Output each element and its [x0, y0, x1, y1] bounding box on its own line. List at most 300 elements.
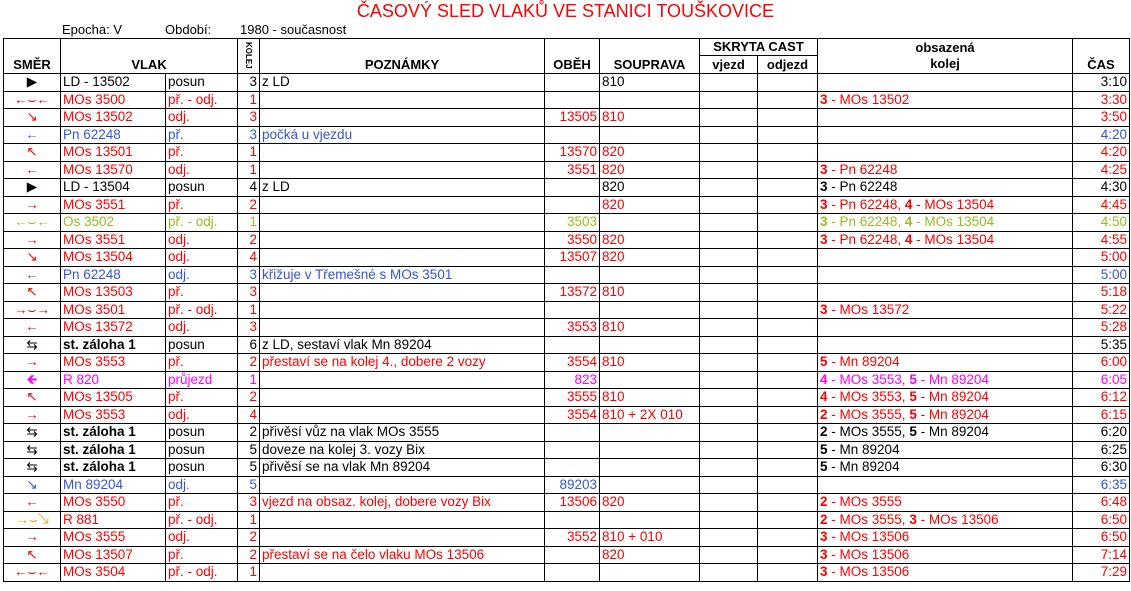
cell-kolej: 5: [238, 476, 260, 494]
cell-cas: 6:25: [1073, 441, 1130, 459]
cell-vjezd: [700, 161, 758, 179]
cell-poznamky: [260, 529, 545, 547]
occupied-track-number: 3: [820, 546, 828, 562]
cell-poznamky: [260, 144, 545, 162]
cell-vlak: Pn 62248: [61, 126, 166, 144]
cell-kolej: 2: [238, 546, 260, 564]
occupied-track-number: 2: [820, 511, 828, 527]
cell-typ: odj.: [166, 109, 238, 127]
cell-vlak: MOs 3553: [61, 354, 166, 372]
direction-icon: ⇆: [4, 424, 61, 442]
cell-vlak: MOs 3501: [61, 301, 166, 319]
direction-icon: ↘: [4, 109, 61, 127]
occupied-track-number: 5: [820, 441, 828, 457]
cell-kolej: 3: [238, 284, 260, 302]
direction-icon: →: [4, 231, 61, 249]
table-row: [4, 249, 1130, 267]
occupied-track-train: - Mn 89204: [916, 389, 989, 405]
cell-obeh: 89203: [545, 476, 600, 494]
cell-vjezd: [700, 319, 758, 337]
cell-odjezd: [758, 494, 818, 512]
cell-obeh: 3550: [545, 231, 600, 249]
table-row: [4, 91, 1130, 109]
occupied-track-number: 5: [909, 424, 917, 440]
cell-souprava: 810: [600, 74, 700, 92]
cell-obeh: [545, 74, 600, 92]
cell-typ: odj.: [166, 529, 238, 547]
cell-cas: 4:20: [1073, 144, 1130, 162]
cell-poznamky: přestaví se na čelo vlaku MOs 13506: [260, 546, 545, 564]
cell-typ: př. - odj.: [166, 511, 238, 529]
table-row: [4, 144, 1130, 162]
table-row: [4, 494, 1130, 512]
cell-obsazena: [818, 529, 1073, 547]
occupied-track-number: 2: [820, 406, 828, 422]
cell-vjezd: [700, 564, 758, 582]
cell-cas: 7:29: [1073, 564, 1130, 582]
col-obsazena-line2: kolej: [930, 56, 960, 71]
table-row: [4, 319, 1130, 337]
cell-poznamky: [260, 564, 545, 582]
cell-typ: př.: [166, 126, 238, 144]
table-row: [4, 231, 1130, 249]
cell-vlak: MOs 13503: [61, 284, 166, 302]
cell-vlak: MOs 3553: [61, 406, 166, 424]
direction-icon: →: [4, 354, 61, 372]
cell-typ: odj.: [166, 319, 238, 337]
direction-icon: ←: [4, 319, 61, 337]
cell-vlak: MOs 3500: [61, 91, 166, 109]
cell-vjezd: [700, 459, 758, 477]
cell-kolej: 6: [238, 336, 260, 354]
cell-poznamky: [260, 511, 545, 529]
cell-souprava: 820: [600, 546, 700, 564]
cell-cas: 6:12: [1073, 389, 1130, 407]
cell-poznamky: [260, 476, 545, 494]
cell-odjezd: [758, 249, 818, 267]
cell-obsazena: [818, 441, 1073, 459]
obdobi-value: 1980 - současnost: [240, 22, 347, 37]
cell-vlak: st. záloha 1: [61, 336, 166, 354]
cell-cas: 4:30: [1073, 179, 1130, 197]
cell-souprava: 810: [600, 354, 700, 372]
cell-typ: př.: [166, 389, 238, 407]
cell-souprava: [600, 459, 700, 477]
cell-poznamky: [260, 196, 545, 214]
cell-vlak: MOs 3555: [61, 529, 166, 547]
cell-poznamky: přivěsí se na vlak Mn 89204: [260, 459, 545, 477]
cell-typ: posun: [166, 424, 238, 442]
cell-vlak: st. záloha 1: [61, 459, 166, 477]
cell-vjezd: [700, 389, 758, 407]
cell-kolej: 5: [238, 459, 260, 477]
direction-icon: ▶: [4, 179, 61, 197]
cell-kolej: 3: [238, 74, 260, 92]
cell-typ: odj.: [166, 476, 238, 494]
occupied-track-train: - MOs 3555,: [827, 424, 910, 440]
occupied-track-number: 3: [820, 231, 828, 247]
occupied-track-number: 2: [820, 424, 828, 440]
cell-souprava: 810 + 2X 010: [600, 406, 700, 424]
cell-souprava: [600, 126, 700, 144]
cell-obeh: [545, 179, 600, 197]
cell-obsazena: [818, 319, 1073, 337]
direction-icon: ←: [4, 266, 61, 284]
cell-odjezd: [758, 459, 818, 477]
table-row: [4, 301, 1130, 319]
cell-kolej: 4: [238, 179, 260, 197]
cell-kolej: 1: [238, 511, 260, 529]
cell-odjezd: [758, 144, 818, 162]
col-obeh: OBĚH: [545, 39, 600, 74]
cell-obsazena: [818, 249, 1073, 267]
occupied-track-train: - Pn 62248: [827, 179, 898, 195]
cell-souprava: 820: [600, 196, 700, 214]
cell-cas: 6:35: [1073, 476, 1130, 494]
table-row: [4, 389, 1130, 407]
cell-cas: 7:14: [1073, 546, 1130, 564]
cell-cas: 4:20: [1073, 126, 1130, 144]
cell-obsazena: [818, 301, 1073, 319]
cell-obsazena: [818, 546, 1073, 564]
occupied-track-train: - MOs 13506: [827, 546, 910, 562]
occupied-track-train: - MOs 3553,: [827, 389, 910, 405]
cell-souprava: [600, 424, 700, 442]
cell-kolej: 2: [238, 231, 260, 249]
col-kolej-label: KOLEJ: [244, 42, 254, 69]
cell-kolej: 2: [238, 389, 260, 407]
table-row: [4, 441, 1130, 459]
cell-odjezd: [758, 301, 818, 319]
cell-vlak: MOs 3550: [61, 494, 166, 512]
cell-obeh: 13570: [545, 144, 600, 162]
cell-cas: 5:35: [1073, 336, 1130, 354]
cell-vjezd: [700, 179, 758, 197]
cell-vjezd: [700, 494, 758, 512]
cell-obeh: 13572: [545, 284, 600, 302]
page-title: ČASOVÝ SLED VLAKŮ VE STANICI TOUŠKOVICE: [356, 1, 775, 21]
cell-kolej: 1: [238, 301, 260, 319]
cell-obeh: [545, 196, 600, 214]
cell-odjezd: [758, 74, 818, 92]
cell-vlak: MOs 13570: [61, 161, 166, 179]
cell-vjezd: [700, 406, 758, 424]
direction-icon: →: [4, 406, 61, 424]
cell-odjezd: [758, 319, 818, 337]
occupied-track-train: - Pn 62248,: [827, 231, 905, 247]
cell-souprava: 810: [600, 284, 700, 302]
cell-odjezd: [758, 109, 818, 127]
cell-odjezd: [758, 476, 818, 494]
epocha-label: Epocha: V: [62, 22, 122, 37]
occupied-track-number: 3: [820, 214, 828, 230]
cell-obeh: [545, 441, 600, 459]
cell-poznamky: [260, 214, 545, 232]
occupied-track-number: 4: [904, 214, 913, 230]
occupied-track-train: - Mn 89204: [916, 406, 989, 422]
cell-poznamky: [260, 406, 545, 424]
cell-obsazena: [818, 459, 1073, 477]
occupied-track-number: 5: [909, 389, 917, 405]
direction-icon: →⌣→: [4, 301, 61, 319]
cell-obsazena: [818, 511, 1073, 529]
cell-cas: 3:50: [1073, 109, 1130, 127]
cell-cas: 6:00: [1073, 354, 1130, 372]
cell-kolej: 1: [238, 564, 260, 582]
cell-vlak: MOs 13572: [61, 319, 166, 337]
cell-odjezd: [758, 406, 818, 424]
cell-obeh: 3554: [545, 354, 600, 372]
cell-kolej: 1: [238, 371, 260, 389]
cell-typ: odj.: [166, 266, 238, 284]
col-skryta: SKRYTA CAST: [700, 39, 818, 56]
cell-vjezd: [700, 336, 758, 354]
occupied-track-number: 3: [820, 161, 828, 177]
cell-obsazena: [818, 406, 1073, 424]
occupied-track-train: - Mn 89204: [827, 441, 900, 457]
occupied-track-train: - MOs 3555,: [827, 406, 910, 422]
occupied-track-train: - Mn 89204: [916, 424, 989, 440]
cell-souprava: [600, 511, 700, 529]
cell-typ: př.: [166, 196, 238, 214]
cell-poznamky: doveze na kolej 3. vozy Bix: [260, 441, 545, 459]
cell-typ: př. - odj.: [166, 214, 238, 232]
cell-poznamky: [260, 371, 545, 389]
occupied-track-train: - Pn 62248,: [827, 196, 905, 212]
cell-obsazena: [818, 564, 1073, 582]
cell-souprava: [600, 266, 700, 284]
table-row: [4, 126, 1130, 144]
cell-vjezd: [700, 441, 758, 459]
cell-obeh: [545, 546, 600, 564]
occupied-track-number: 3: [820, 564, 828, 580]
direction-icon: ▶: [4, 74, 61, 92]
cell-odjezd: [758, 511, 818, 529]
cell-kolej: 3: [238, 266, 260, 284]
cell-obeh: [545, 336, 600, 354]
cell-obeh: 823: [545, 371, 600, 389]
table-row: [4, 406, 1130, 424]
table-row: [4, 266, 1130, 284]
cell-typ: posun: [166, 336, 238, 354]
direction-icon: ↘: [4, 249, 61, 267]
col-vjezd: vjezd: [700, 56, 758, 74]
cell-obeh: 3555: [545, 389, 600, 407]
cell-vjezd: [700, 476, 758, 494]
cell-kolej: 2: [238, 529, 260, 547]
cell-odjezd: [758, 214, 818, 232]
cell-poznamky: [260, 91, 545, 109]
cell-poznamky: [260, 161, 545, 179]
cell-poznamky: [260, 284, 545, 302]
cell-kolej: 1: [238, 161, 260, 179]
cell-cas: 5:00: [1073, 266, 1130, 284]
occupied-track-train: - MOs 13504: [912, 214, 995, 230]
table-row: [4, 546, 1130, 564]
cell-typ: odj.: [166, 231, 238, 249]
cell-obsazena: [818, 109, 1073, 127]
cell-obsazena: [818, 389, 1073, 407]
cell-poznamky: [260, 389, 545, 407]
cell-vjezd: [700, 424, 758, 442]
cell-obsazena: [818, 91, 1073, 109]
cell-obsazena: [818, 74, 1073, 92]
cell-cas: 6:50: [1073, 529, 1130, 547]
cell-vlak: MOs 3551: [61, 231, 166, 249]
direction-icon: ⇆: [4, 336, 61, 354]
occupied-track-train: - Mn 89204: [827, 459, 900, 475]
cell-odjezd: [758, 196, 818, 214]
direction-icon: ←: [4, 494, 61, 512]
cell-souprava: 820: [600, 179, 700, 197]
cell-typ: odj.: [166, 249, 238, 267]
cell-typ: př. - odj.: [166, 301, 238, 319]
cell-vlak: st. záloha 1: [61, 424, 166, 442]
cell-obsazena: [818, 494, 1073, 512]
direction-icon: →⌣↘: [4, 511, 61, 529]
direction-icon: ←: [4, 126, 61, 144]
cell-kolej: 3: [238, 109, 260, 127]
cell-souprava: 820: [600, 249, 700, 267]
cell-cas: 3:10: [1073, 74, 1130, 92]
cell-vjezd: [700, 511, 758, 529]
cell-vjezd: [700, 371, 758, 389]
table-row: [4, 476, 1130, 494]
cell-cas: 4:50: [1073, 214, 1130, 232]
cell-vjezd: [700, 354, 758, 372]
occupied-track-number: 4: [904, 196, 913, 212]
col-kolej: [238, 39, 260, 74]
cell-vjezd: [700, 74, 758, 92]
cell-kolej: 2: [238, 196, 260, 214]
cell-cas: 3:30: [1073, 91, 1130, 109]
cell-poznamky: z LD: [260, 179, 545, 197]
cell-vjezd: [700, 126, 758, 144]
cell-typ: př. - odj.: [166, 91, 238, 109]
cell-obeh: 13507: [545, 249, 600, 267]
direction-icon: ↘: [4, 476, 61, 494]
table-row: [4, 459, 1130, 477]
cell-typ: průjezd: [166, 371, 238, 389]
cell-odjezd: [758, 231, 818, 249]
occupied-track-train: - Mn 89204: [827, 354, 900, 370]
occupied-track-number: 5: [909, 406, 917, 422]
cell-odjezd: [758, 91, 818, 109]
col-souprava: SOUPRAVA: [600, 39, 700, 74]
cell-poznamky: [260, 109, 545, 127]
direction-icon: ←⌣←: [4, 91, 61, 109]
cell-cas: 6:05: [1073, 371, 1130, 389]
cell-obsazena: [818, 371, 1073, 389]
col-smer: SMĚR: [4, 39, 61, 74]
obdobi-label: Období:: [165, 22, 212, 37]
cell-odjezd: [758, 546, 818, 564]
table-row: [4, 74, 1130, 92]
occupied-track-train: - MOs 13506: [916, 511, 999, 527]
col-poznamky: POZNÁMKY: [260, 39, 545, 74]
cell-souprava: 810: [600, 109, 700, 127]
cell-vlak: MOs 13504: [61, 249, 166, 267]
table-row: [4, 564, 1130, 582]
cell-poznamky: přestaví se na kolej 4., dobere 2 vozy: [260, 354, 545, 372]
cell-typ: posun: [166, 74, 238, 92]
occupied-track-number: 3: [820, 179, 828, 195]
cell-obeh: 3554: [545, 406, 600, 424]
occupied-track-number: 3: [909, 511, 917, 527]
cell-cas: 6:50: [1073, 511, 1130, 529]
cell-cas: 6:15: [1073, 406, 1130, 424]
cell-cas: 5:28: [1073, 319, 1130, 337]
cell-vlak: LD - 13504: [61, 179, 166, 197]
cell-souprava: 810: [600, 389, 700, 407]
cell-vlak: MOs 13502: [61, 109, 166, 127]
table-row: [4, 371, 1130, 389]
cell-kolej: 5: [238, 441, 260, 459]
cell-typ: př.: [166, 144, 238, 162]
occupied-track-number: 5: [820, 354, 828, 370]
cell-souprava: [600, 564, 700, 582]
occupied-track-train: - MOs 13572: [827, 301, 910, 317]
cell-odjezd: [758, 354, 818, 372]
cell-typ: odj.: [166, 161, 238, 179]
cell-cas: 5:18: [1073, 284, 1130, 302]
col-odjezd: odjezd: [758, 56, 818, 74]
cell-cas: 6:48: [1073, 494, 1130, 512]
cell-typ: př.: [166, 354, 238, 372]
occupied-track-number: 5: [820, 459, 828, 475]
direction-icon: ←⌣←: [4, 214, 61, 232]
cell-obsazena: [818, 179, 1073, 197]
table-row: [4, 424, 1130, 442]
cell-vlak: MOs 13505: [61, 389, 166, 407]
cell-obeh: 3552: [545, 529, 600, 547]
cell-obeh: [545, 301, 600, 319]
occupied-track-number: 4: [820, 389, 828, 405]
cell-vjezd: [700, 284, 758, 302]
cell-cas: 4:45: [1073, 196, 1130, 214]
occupied-track-train: - MOs 13504: [912, 196, 995, 212]
direction-icon: →: [4, 529, 61, 547]
cell-souprava: [600, 91, 700, 109]
cell-odjezd: [758, 424, 818, 442]
cell-vlak: Pn 62248: [61, 266, 166, 284]
cell-odjezd: [758, 126, 818, 144]
cell-obsazena: [818, 214, 1073, 232]
cell-obeh: 13506: [545, 494, 600, 512]
cell-vjezd: [700, 249, 758, 267]
occupied-track-train: - Pn 62248,: [827, 214, 905, 230]
cell-obsazena: [818, 354, 1073, 372]
direction-icon: ⇆: [4, 459, 61, 477]
occupied-track-number: 3: [820, 196, 828, 212]
cell-souprava: 820: [600, 161, 700, 179]
cell-cas: 4:25: [1073, 161, 1130, 179]
cell-vjezd: [700, 196, 758, 214]
cell-obeh: [545, 126, 600, 144]
cell-vjezd: [700, 144, 758, 162]
direction-icon: ↖: [4, 546, 61, 564]
cell-typ: př.: [166, 284, 238, 302]
occupied-track-train: - MOs 13504: [912, 231, 995, 247]
cell-kolej: 4: [238, 406, 260, 424]
cell-vlak: LD - 13502: [61, 74, 166, 92]
direction-icon: →: [4, 196, 61, 214]
direction-icon: ⇆: [4, 441, 61, 459]
cell-kolej: 1: [238, 214, 260, 232]
cell-kolej: 4: [238, 249, 260, 267]
cell-typ: př.: [166, 546, 238, 564]
col-cas: ČAS: [1073, 39, 1130, 74]
